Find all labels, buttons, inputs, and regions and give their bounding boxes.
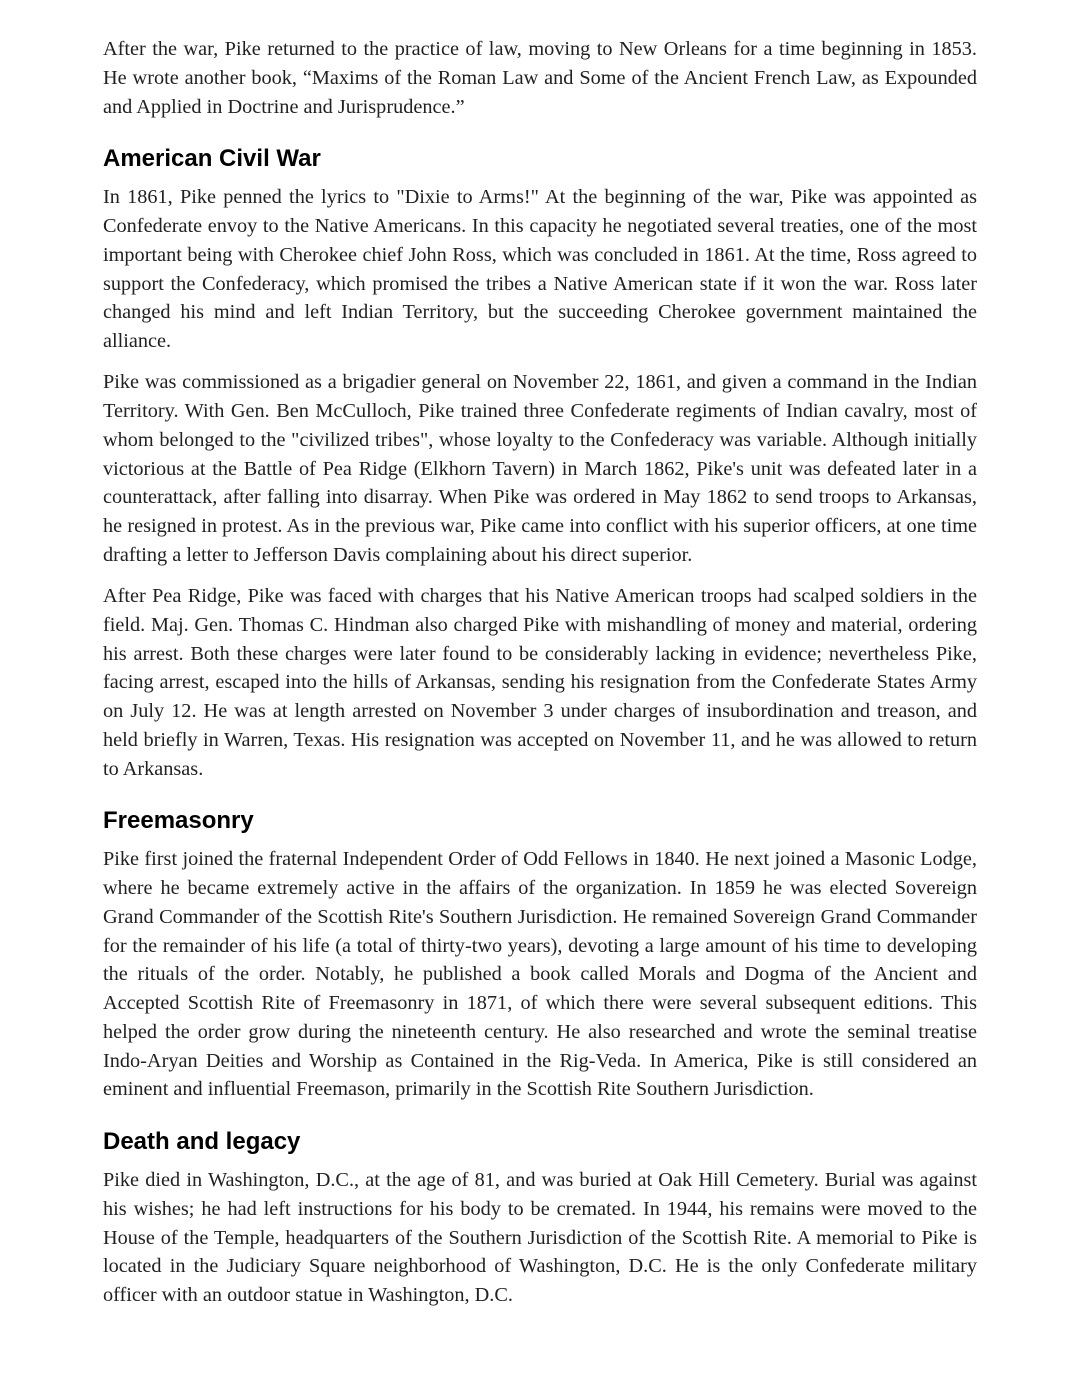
paragraph: In 1861, Pike penned the lyrics to "Dixie to Arms!" At the beginning of the war, Pike was appointed as Confederate envoy to the Native Americans. In this capacity he negotiated several treaties, one of the most important being with Cherokee chief John Ross, which was concluded in 1861. At the time, Ross agreed to support the Confederacy, which promised the tribes a Native American state if it won the war. Ross later changed his mind and left Indian Territory, but the succeeding Cherokee government maintained the alliance. (103, 186, 977, 352)
article-body (103, 35, 977, 1322)
intro-paragraph: After the war, Pike returned to the practice of law, moving to New Orleans for a time beginning in 1853. He wrote another book, “Maxims of the Roman Law and Some of the Ancient French Law, as Expounded and Applied in Doctrine and Jurisprudence.” (103, 38, 977, 118)
section-heading-american-civil-war: American Civil War (103, 145, 321, 173)
paragraph: Pike first joined the fraternal Independent Order of Odd Fellows in 1840. He next joined a Masonic Lodge, where he became extremely active in the affairs of the organization. In 1859 he was elected Sovereign Grand Commander of the Scottish Rite's Southern Jurisdiction. He remained Sovereign Grand Commander for the remainder of his life (a total of thirty-two years), devoting a large amount of his time to developing the rituals of the order. Notably, he published a book called Morals and Dogma of the Ancient and Accepted Scottish Rite of Freemasonry in 1871, of which there were several subsequent editions. This helped the order grow during the nineteenth century. He also researched and wrote the seminal treatise Indo-Aryan Deities and Worship as Contained in the Rig-Veda. In America, Pike is still considered an eminent and influential Freemason, primarily in the Scottish Rite Southern Jurisdiction. (103, 848, 977, 1101)
section-death-and-legacy (103, 1127, 977, 1310)
paragraph: Pike died in Washington, D.C., at the age of 81, and was buried at Oak Hill Cemetery. Burial was against his wishes; he had left instructions for his body to be cremated. In 1944, his remains were moved to the House of the Temple, headquarters of the Southern Jurisdiction of the Scottish Rite. A memorial to Pike is located in the Judiciary Square neighborhood of Washington, D.C. He is the only Confederate military officer with an outdoor statue in Washington, D.C. (103, 1169, 977, 1306)
section-american-civil-war (103, 144, 977, 783)
section-freemasonry (103, 806, 977, 1104)
paragraph: Pike was commissioned as a brigadier general on November 22, 1861, and given a command in the Indian Territory. With Gen. Ben McCulloch, Pike trained three Confederate regiments of Indian cavalry, most of whom belonged to the "civilized tribes", whose loyalty to the Confederacy was variable. Although initially victorious at the Battle of Pea Ridge (Elkhorn Tavern) in March 1862, Pike's unit was defeated later in a counterattack, after falling into disarray. When Pike was ordered in May 1862 to send troops to Arkansas, he resigned in protest. As in the previous war, Pike came into conflict with his superior officers, at one time drafting a letter to Jefferson Davis complaining about his direct superior. (103, 371, 977, 566)
section-heading-freemasonry: Freemasonry (103, 807, 254, 835)
paragraph: After Pea Ridge, Pike was faced with charges that his Native American troops had scalped soldiers in the field. Maj. Gen. Thomas C. Hindman also charged Pike with mishandling of money and material, ordering his arrest. Both these charges were later found to be considerably lacking in evidence; nevertheless Pike, facing arrest, escaped into the hills of Arkansas, sending his resignation from the Confederate States Army on July 12. He was at length arrested on November 3 under charges of insubordination and treason, and held briefly in Warren, Texas. His resignation was accepted on November 11, and he was allowed to return to Arkansas. (103, 585, 977, 780)
section-heading-death-and-legacy: Death and legacy (103, 1128, 301, 1155)
